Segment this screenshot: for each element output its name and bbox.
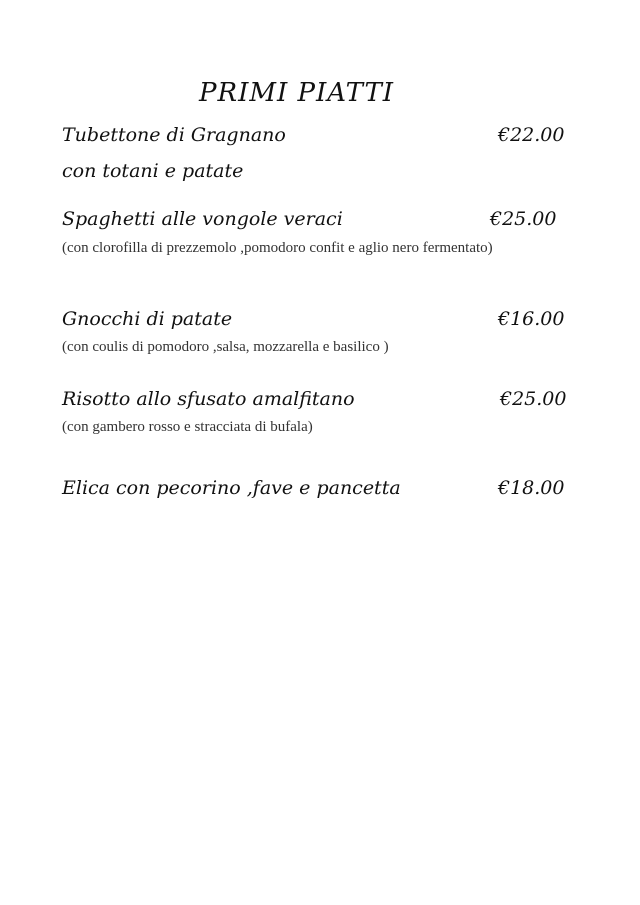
dish-name: Risotto allo sfusato amalfitano (62, 388, 355, 410)
dish-price: €25.00 (490, 208, 557, 230)
dish-subtitle: con totani e patate (62, 160, 244, 182)
dish-name: Elica con pecorino ,fave e pancetta (62, 477, 401, 499)
dish-name: Gnocchi di patate (62, 308, 233, 330)
section-title: PRIMI PIATTI (199, 78, 395, 108)
dish-price: €22.00 (498, 124, 565, 146)
dish-name: Tubettone di Gragnano (62, 124, 286, 146)
dish-price: €25.00 (500, 388, 567, 410)
dish-description: (con coulis di pomodoro ,salsa, mozzarella e basilico ) (62, 339, 389, 355)
dish-description: (con clorofilla di prezzemolo ,pomodoro confit e aglio nero fermentato) (62, 240, 493, 256)
dish-price: €16.00 (498, 308, 565, 330)
dish-description: (con gambero rosso e stracciata di bufala) (62, 419, 313, 435)
dish-name: Spaghetti alle vongole veraci (62, 208, 343, 230)
dish-price: €18.00 (498, 477, 565, 499)
